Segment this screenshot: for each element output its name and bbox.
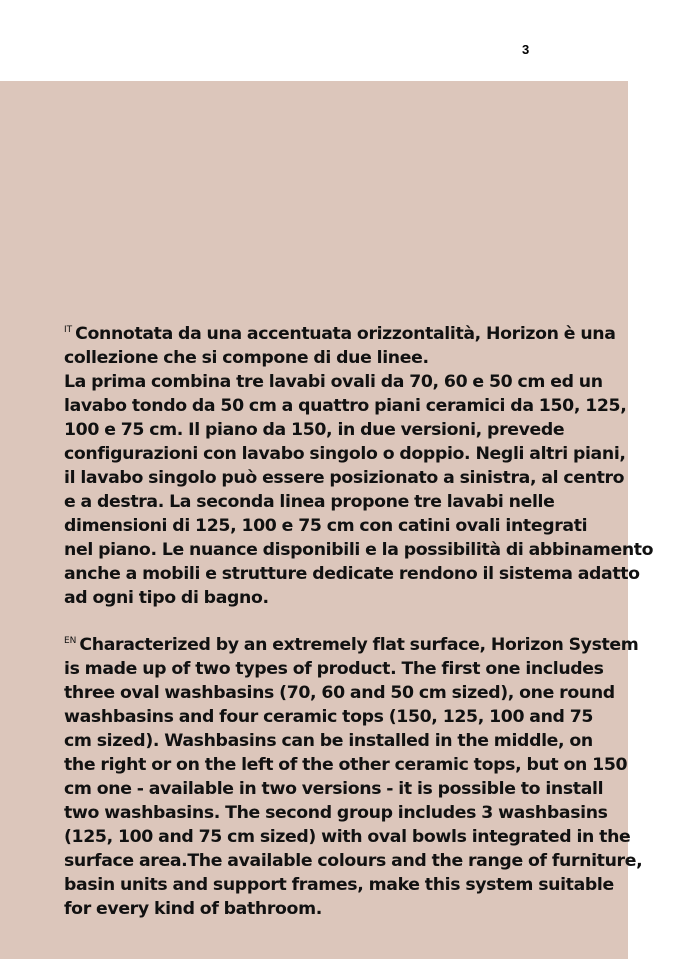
text-line: (125, 100 and 75 cm sized) with oval bowls integrated in the: [64, 827, 631, 847]
page-number: 3: [522, 42, 530, 57]
text-line: anche a mobili e strutture dedicate rendono il sistema adatto: [64, 564, 640, 584]
text-line: il lavabo singolo può essere posizionato a sinistra, al centro: [64, 468, 625, 488]
text-line: two washbasins. The second group includes 3 washbasins: [64, 803, 608, 823]
text-line: surface area.The available colours and the range of furniture,: [64, 851, 643, 871]
text-line: $^{EN}$ Characterized by an extremely flat surface, Horizon System: [64, 635, 639, 655]
text-line: is made up of two types of product. The first one includes: [64, 659, 604, 679]
text-line: cm one - available in two versions - it is possible to install: [64, 779, 604, 799]
text-line: La prima combina tre lavabi ovali da 70, 60 e 50 cm ed un: [64, 372, 603, 392]
text-line: cm sized). Washbasins can be installed in the middle, on: [64, 731, 593, 751]
text-line: lavabo tondo da 50 cm a quattro piani ceramici da 150, 125,: [64, 396, 627, 416]
text-line: washbasins and four ceramic tops (150, 125, 100 and 75: [64, 707, 594, 727]
language-tag-it: IT: [64, 325, 73, 335]
text-line: $^{IT}$ Connotata da una accentuata orizzontalità, Horizon è una: [64, 324, 616, 344]
language-tag-en: EN: [64, 636, 77, 646]
text-line: the right or on the left of the other ceramic tops, but on 150: [64, 755, 628, 775]
text-line: three oval washbasins (70, 60 and 50 cm sized), one round: [64, 683, 615, 703]
text-line: basin units and support frames, make this system suitable: [64, 875, 614, 895]
text-line: nel piano. Le nuance disponibili e la possibilità di abbinamento: [64, 540, 654, 560]
text-line: configurazioni con lavabo singolo o doppio. Negli altri piani,: [64, 444, 626, 464]
text-line: collezione che si compone di due linee.: [64, 348, 429, 368]
text-line: e a destra. La seconda linea propone tre lavabi nelle: [64, 492, 555, 512]
text-line: ad ogni tipo di bagno.: [64, 588, 269, 608]
italian-description: [64, 318, 654, 610]
text-line: dimensioni di 125, 100 e 75 cm con catini ovali integrati: [64, 516, 588, 536]
text-line: for every kind of bathroom.: [64, 899, 322, 919]
english-description: [64, 629, 643, 921]
text-line: 100 e 75 cm. Il piano da 150, in due versioni, prevede: [64, 420, 565, 440]
